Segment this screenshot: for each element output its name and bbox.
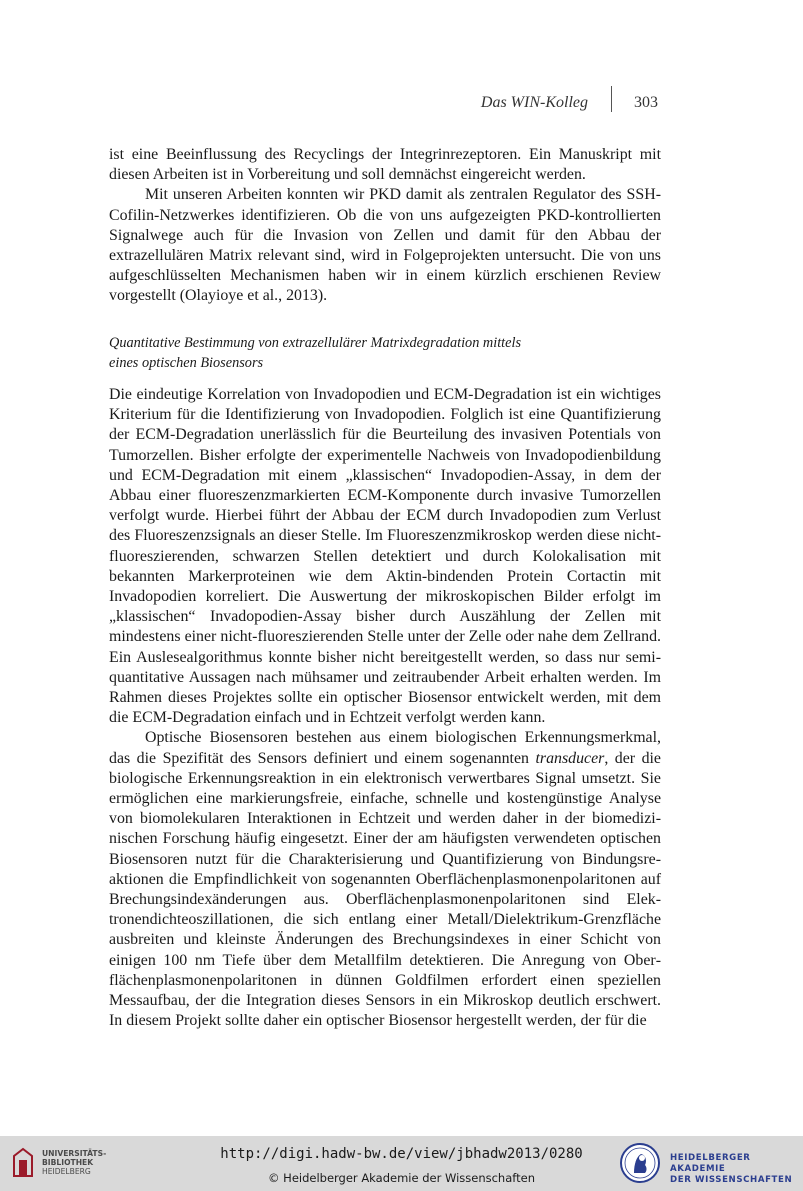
section-heading-line: eines optischen Biosensors xyxy=(109,355,264,371)
page-header xyxy=(0,92,803,120)
header-divider xyxy=(611,86,612,112)
body-text-main xyxy=(109,385,661,1032)
section-heading xyxy=(109,333,661,373)
academy-seal-icon xyxy=(620,1143,660,1183)
page-number: 303 xyxy=(634,94,658,111)
logo-line: HEIDELBERGER AKADEMIE xyxy=(670,1153,751,1174)
footer-band xyxy=(0,1136,803,1191)
paragraph: Die eindeutige Korrelation von Invadopodien und ECM-Degradation ist ein wichtiges Kriterium für die Identifizierung von Invadopodien. Folglich ist eine Quantifizierung der ECM-Degradation unerlässlich für die Beurteilung des invasiven Potentials von Tumorzellen. Bisher erfolgte der experimentelle Nachweis von Invadopodienbildung und ECM-Degradation mit einem „klassischen“ Invadopodien-Assay, in dem der Abbau einer fluoreszenzmarkierten ECM-Komponente durch invasive Tumorzellen verfolgt wurde. Hierbei führt der Abbau der ECM durch Invadopodien zum Verlust des Fluoreszenzsignals an dieser Stelle. Im Fluoreszenzmikroskop werden diese nicht-fluoreszierenden, schwarzen Stellen detektiert und durch Kolokalisation mit bekannten Markerproteinen wie dem Aktin-bindenden Protein Cortactin mit Invadopodien korreliert. Die Auswertung der mikroskopischen Bilder erfolgt im „klassischen“ Invadopodien-Assay bisher durch Auszählung der Zellen mit mindestens einer nicht-fluoreszierenden Stelle unter der Zelle oder nahe dem Zellrand. Ein Auslesealgorithmus konnte bisher nicht bereitgestellt werden, so dass nur semi-quantitative Aussagen nach mühsamer und zeitraubender Arbeit erhalten werden. Im Rahmen dieses Projektes sollte ein optischer Biosensor entwickelt werden, mit dem die ECM-Degradation einfach und in Echtzeit verfolgt werden kann. xyxy=(109,386,661,727)
academy-logo[interactable] xyxy=(618,1141,803,1187)
paragraph-text: Optische Biosensoren bestehen aus einem biologischen Erkennungsmerkmal, das die Spezifität des Sensors definiert und einem sogenannten xyxy=(109,729,661,767)
logo-line: HEIDELBERG xyxy=(42,1167,91,1176)
copyright-notice: © Heidelberger Akademie der Wissenschaften xyxy=(268,1171,535,1185)
paragraph: Mit unseren Arbeiten konnten wir PKD damit als zentralen Regulator des SSH-Cofilin-Netzwerkes identifizieren. Ob die von uns aufgezeigten PKD-kontrollierten Signalwege auch für die Invasion von Zellen und damit für den Abbau der extrazellulären Matrix relevant sind, wird in Folgeprojekten untersucht. Die von uns aufgeschlüsselten Mechanismen haben wir in einem kürzlich erschienen Review vorgestellt (Olayioye et al., 2013). xyxy=(109,186,661,305)
paragraph: ist eine Beeinflussung des Recyclings der Integrinrezeptoren. Ein Manuskript mit diesen Arbeiten ist in Vorbereitung und soll demnächst eingereicht werden. xyxy=(109,146,661,184)
permalink-url[interactable]: http://digi.hadw-bw.de/view/jbhadw2013/0280 xyxy=(220,1146,583,1162)
italic-term: transducer xyxy=(535,749,605,767)
logo-line: DER WISSENSCHAFTEN xyxy=(670,1175,793,1185)
paragraph-text: , der die biologische Erkennungsreaktion in ein elektronisch verwertbares Signal umsetzt. Sie ermöglichen eine markierungsfreie, einfache, schnelle und kostengünstige Analyse von biomolekularen Interaktionen in Echtzeit und werden daher in der biomedizinischen Forschung häufig eingesetzt. Einer der am häufigsten verwendeten optischen Biosensoren nutzt für die Charakterisierung und Quantifizierung von Bindungsreaktionen die Empfindlichkeit von sogenannten Oberflächenplasmonenpolaritonen auf Brechungsindexänderungen aus. Oberflächenplasmonenpolaritonen sind Elektronendichteoszillationen, die sich entlang einer Metall/Dielektrikum-Grenzfläche ausbreiten und kleinste Änderungen des Brechungsindexes in einer Schicht von einigen 100 nm Tiefe über dem Metallfilm detektieren. Die Anregung von Oberflächenplasmonenpolaritonen in dünnen Goldfilmen erfordert einen speziellen Messaufbau, der die Integration dieses Sensors in ein Mikroskop deutlich erschwert. In diesem Projekt sollte daher ein optischer Biosensor hergestellt werden, der für die xyxy=(109,749,661,1030)
paragraph xyxy=(109,728,661,1031)
logo-line: BIBLIOTHEK xyxy=(42,1158,94,1167)
running-head: Das WIN-Kolleg xyxy=(480,94,588,111)
academy-wordmark xyxy=(670,1153,803,1186)
logo-line: UNIVERSITÄTS- xyxy=(42,1149,107,1158)
section-heading-line: Quantitative Bestimmung von extrazellulärer Matrixdegradation mittels xyxy=(109,335,522,351)
body-text-top xyxy=(109,145,661,307)
